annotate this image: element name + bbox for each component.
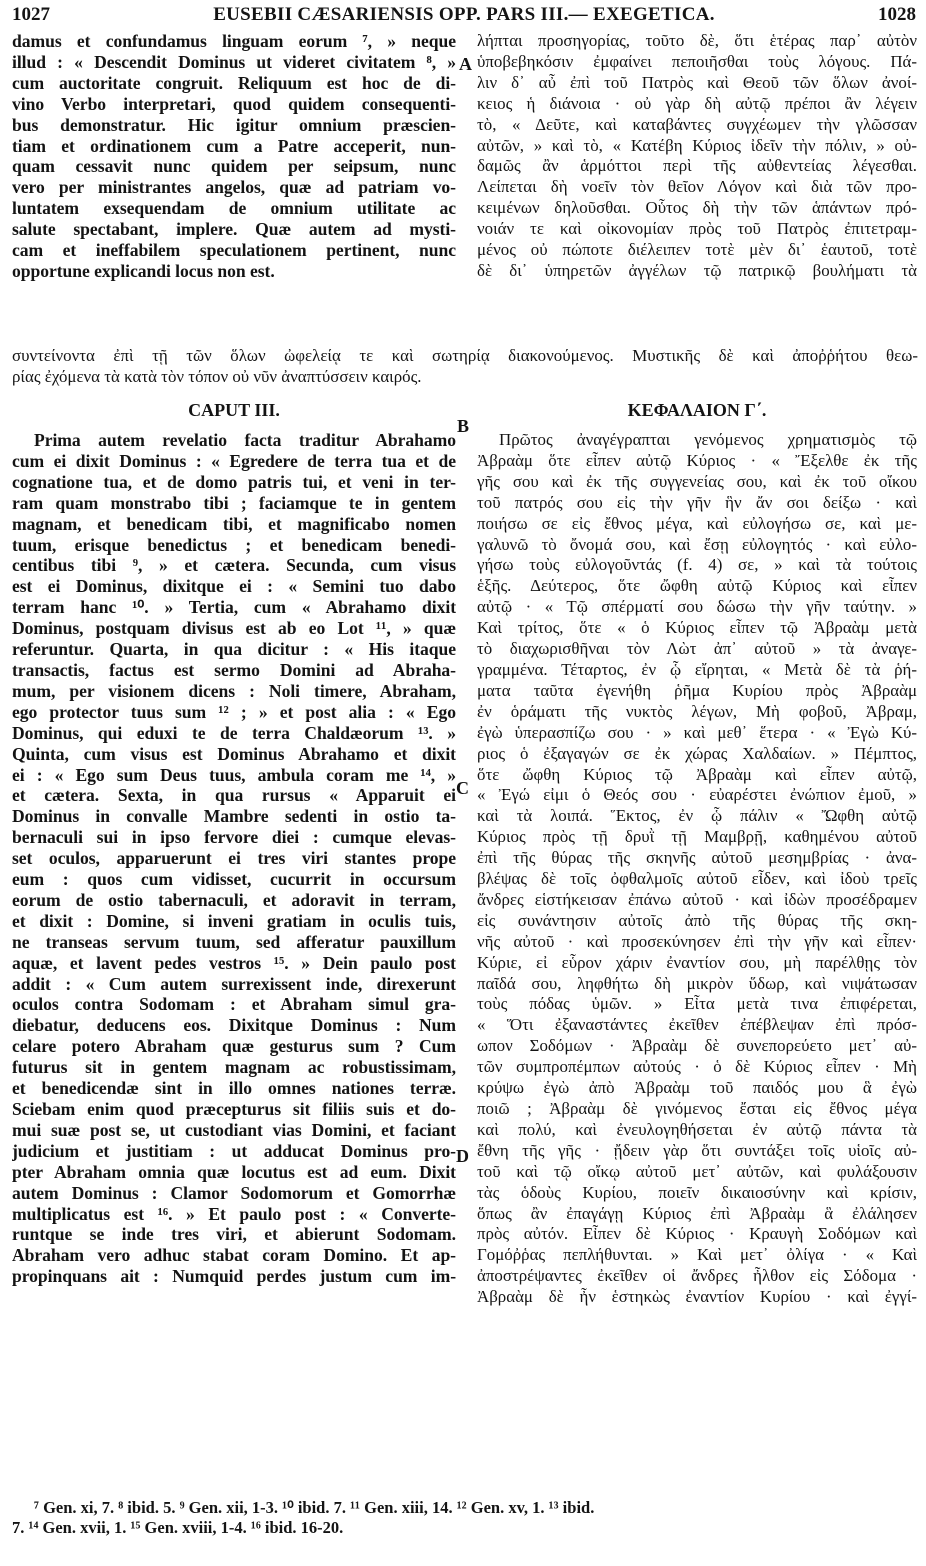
text-line: κειμένων δηλοῦσθαι. Οὗτος δὴ τὴν τῶν ἁπάντων πρό- xyxy=(477,198,917,218)
greek-column-top xyxy=(477,31,917,282)
text-line: salute spectabant, implere. Quæ autem ad mysti- xyxy=(12,219,456,240)
footnotes xyxy=(12,1498,918,1538)
text-line: futurus sit in gentem magnam ac robustissimam, xyxy=(12,1057,456,1078)
text-line: Sciebam enim quod præcepturus sit filiis suis et do- xyxy=(12,1099,456,1119)
text-line: et dixit : Domine, si inveni gratiam in oculis tuis, xyxy=(12,910,456,931)
text-line: cum auctoritate congruit. Reliquum est hoc de di- xyxy=(12,72,456,93)
text-line: τὰς ὁδοὺς Κυρίου, ποιεῖν δικαιοσύνην καὶ κρίσιν, xyxy=(477,1182,917,1202)
text-line: ὅπως ἂν ἐπαγάγῃ Κύριος ἐπὶ Ἀβραὰμ ἃ ἐλάλησεν xyxy=(477,1203,917,1223)
text-line: oculos contra Sodomam : et Abraham simul gra- xyxy=(12,994,456,1015)
text-line: Κύριος πρὸς τῇ δρυῒ τῇ Μαμβρῇ, καθημένου αὐτοῦ xyxy=(477,827,917,847)
text-line: παῖδά σου, ληφθήτω δὴ μικρὸν ὕδωρ, καὶ νιψάτωσαν xyxy=(477,973,917,993)
text-line: « Ὅτι ἐξαναστάντες ἐκεῖθεν ἐπέβλεψαν ἐπὶ πρόσ- xyxy=(477,1015,917,1035)
text-line: est ei Dominus, dixitque ei : « Semini tuo dabo xyxy=(12,576,456,597)
text-line: πρὸς αὐτόν. Εἶπεν δὲ Κύριος · Κραυγὴ Σοδόμων καὶ xyxy=(477,1224,917,1244)
text-line: εἰς συνάντησιν αὐτοῖς ἀπὸ τῆς θύρας τῆς σκη- xyxy=(477,910,917,930)
text-line: ποιῶ ; Ἀβραὰμ δὲ γινόμενος ἔσται εἰς ἔθνος μέγα xyxy=(477,1099,917,1118)
text-line: ματα ταῦτα ἐγενήθη ῥῆμα Κυρίου πρὸς Ἀβραὰμ xyxy=(477,680,917,700)
text-line: centibus tibi ⁹, » et cætera. Secunda, cum visus xyxy=(12,555,456,576)
text-line: addit : « Cum autem surrexissent inde, direxerunt xyxy=(12,973,456,994)
text-line: ρίας ἐχόμενα τὰ κατὰ τὸν τόπον οὐ νῦν ἀναπτύσσειν καιρός. xyxy=(12,367,422,386)
text-line: cognatione tua, et de domo patris tui, et veni in ter- xyxy=(12,471,456,492)
text-line: γήσω τοὺς εὐλογοῦντάς (f. 4) σε, » καὶ τὰ τούτοις xyxy=(477,555,917,575)
text-line: pter Abraham omnia quæ locutus est ad eum. Dixit xyxy=(12,1161,456,1182)
text-line: diebatur, deducens eos. Dixitque Dominus : Num xyxy=(12,1015,456,1036)
text-line: τοὺς πόδας ὑμῶν. » Εἶτα μετὰ τινα ἐπιφέρεται, xyxy=(477,994,917,1014)
text-line: γραμμένα. Τέταρτος, ἐν ᾧ εἴρηται, « Μετὰ δὲ τὰ ῥή- xyxy=(477,659,917,679)
text-line: cum ei dixit Dominus : « Egredere de terra tua et de xyxy=(12,450,456,471)
text-line: ὅτε ὤφθη Κύριος τῷ Ἀβραὰμ καὶ εἶπεν αὐτῷ, xyxy=(477,764,917,784)
left-page-number: 1027 xyxy=(12,4,50,25)
text-line: cam et ineffabilem speculationem pertinent, nunc xyxy=(12,240,456,261)
text-line: νοιάν τε καὶ οἰκονομίαν πρὸς τοῦ Πατρὸς ἐπιτετραμ- xyxy=(477,219,917,239)
section-marker-b: B xyxy=(457,416,470,436)
text-line: ἄνδρες εἱστήκεισαν ἐπάνω αὐτοῦ · καὶ ἰδὼν προσέδραμεν xyxy=(477,889,917,909)
text-line: damus et confundamus linguam eorum ⁷, » neque xyxy=(12,31,456,51)
text-line: Quinta, cum visus est Dominus Abrahamo et dixit xyxy=(12,743,456,764)
text-line: Dominus, postquam divisus est ab eo Lot ¹¹, » quæ xyxy=(12,618,456,639)
text-line: vero per ministrantes angelos, quæ ad patriam vo- xyxy=(12,177,456,198)
text-line: ἑξῆς. Δεύτερος, ὅτε ὤφθη αὐτῷ Κύριος καὶ εἶπεν xyxy=(477,576,917,596)
text-line: « Ἐγώ εἰμι ὁ Θεός σου · εὐαρέστει ἐνώπιον ἐμοῦ, » xyxy=(477,785,917,805)
section-marker-c: C xyxy=(456,778,469,798)
text-line: ριος ὁ ἐξαγαγών σε ἐκ χώρας Χαλδαίων. » Πέμπτος, xyxy=(477,743,917,763)
section-marker-a: A xyxy=(459,54,472,74)
text-line: Abraham vero adhuc stabat coram Domino. Et ap- xyxy=(12,1245,456,1266)
text-line: λιν δ᾽ αὖ ἐπὶ τοῦ Πατρὸς καὶ Θεοῦ τῶν ὅλων ἀνοί- xyxy=(477,72,917,92)
text-line: αὐτῷ · « Τῷ σπέρματί σου δώσω τὴν γῆν ταύτην. » xyxy=(477,597,917,617)
text-line: multiplicatus est ¹⁶. » Et paulo post : « Converte- xyxy=(12,1203,456,1224)
text-line: tuum, erisque benedictus ; et benedicam benedi- xyxy=(12,534,456,555)
text-line: Dominus in convalle Mambre sedenti in ostio ta- xyxy=(12,806,456,827)
text-line: μένος οὐ πώποτε διέλειπεν τοτὲ μὲν δι᾽ ἑαυτοῦ, τοτὲ xyxy=(477,240,917,260)
text-line: ego protector tuus sum ¹² ; » et post alia : « Ego xyxy=(12,701,456,722)
text-line: καὶ τὰ λοιπά. Ἕκτος, ἐν ᾧ πάλιν « Ὤφθη αὐτῷ xyxy=(477,806,917,826)
text-line: vino Verbo interpretari, quod quidem consequenti- xyxy=(12,93,456,114)
text-line: quam cessavit nunc quidem per seipsum, nunc xyxy=(12,156,456,177)
text-line: ἐγὼ ὑπερασπίζω σου · » καὶ μεθ᾽ ἕτερα · « Ἐγὼ Κύ- xyxy=(477,722,917,742)
text-line: ωπον Σοδόμων · Ἀβραὰμ δὲ συνεπορεύετο μετ᾽ αὐ- xyxy=(477,1036,917,1056)
text-line: aquæ, et lavent pedes vestros ¹⁵. » Dein paulo post xyxy=(12,952,456,973)
text-line: opportune explicandi locus non est. xyxy=(12,260,275,281)
text-line: ἀποστρέψαντες ἐκεῖθεν οἱ ἄνδρες ἦλθον εἰς Σόδομα · xyxy=(477,1266,917,1286)
text-line: τὸ διαχωρισθῆναι τὸν Λὼτ ἀπ᾽ αὐτοῦ » τὰ ἀναγε- xyxy=(477,639,917,659)
text-line: et benedicendæ sint in illo omnes nationes terræ. xyxy=(12,1078,456,1099)
text-line: βλέψας δὲ τοῖς ὀφθαλμοῖς αὐτοῦ εἶδεν, καὶ ἰδοὺ τρεῖς xyxy=(477,869,917,889)
text-line: bernaculi sui in ipso fervore diei : cumque elevas- xyxy=(12,827,456,848)
running-title: EUSEBII CÆSARIENSIS OPP. PARS III.— EXEGETICA. xyxy=(213,4,715,25)
section-marker-d: D xyxy=(456,1146,469,1166)
text-line: illud : « Descendit Dominus ut videret civitatem ⁸, » xyxy=(12,51,456,72)
text-line: κρύψω ἐγὼ ἀπὸ Ἀβραὰμ τοῦ παιδός μου ἃ ἐγὼ xyxy=(477,1078,917,1098)
text-line: Καὶ τρίτος, ὅτε « ὁ Κύριος εἶπεν τῷ Ἀβραὰμ μετὰ xyxy=(477,618,917,638)
text-line: γῆς σου καὶ ἐκ τῆς συγγενείας σου, καὶ ἐκ τοῦ οἴκου xyxy=(477,471,917,491)
text-line: ἔθνη τῆς γῆς · ᾔδειν γὰρ ὅτι συντάξει τοῖς υἱοῖς αὐ- xyxy=(477,1140,917,1160)
footnote-line: 7. ¹⁴ Gen. xvii, 1. ¹⁵ Gen. xviii, 1-4. ¹⁶ ibid. 16-20. xyxy=(12,1518,344,1537)
text-line: transactis, factus est sermo Domini ad Abraha- xyxy=(12,659,456,680)
greek-full-width-continuation xyxy=(12,345,918,387)
text-line: τοῦ καὶ τῷ οἴκῳ αὐτοῦ μετ᾽ αὐτῶν, καὶ φυλάξουσιν xyxy=(477,1161,917,1181)
text-line: Ἀβραὰμ ὅτε εἶπεν αὐτῷ Κύριος · « Ἔξελθε ἐκ τῆς xyxy=(477,450,917,470)
text-line: eum : quos cum vidisset, cucurrit in occursum xyxy=(12,869,456,890)
text-line: judicium et justitiam : ut adducat Dominus pro- xyxy=(12,1140,456,1161)
caput-heading-greek: ΚΕΦΑΛΑΙΟΝ Γ΄. xyxy=(627,400,767,420)
text-line: δαμῶς ἂν ἁρμόττοι περὶ τῆς αὐθεντείας λέγεσθαι. xyxy=(477,156,917,176)
text-line: eorum de ostio tabernaculi, et adoravit in terram, xyxy=(12,889,456,910)
text-line: ram quam monstrabo tibi ; faciamque te in gentem xyxy=(12,492,456,513)
text-line: propinquans ait : Numquid perdes justum cum im- xyxy=(12,1266,456,1287)
running-header xyxy=(12,2,916,28)
text-line: et cætera. Sexta, in qua rursus « Apparuit ei xyxy=(12,785,456,806)
text-line: νῆς αὐτοῦ · καὶ προσεκύνησεν ἐπὶ τὴν γῆν καὶ εἶπεν· xyxy=(477,931,917,951)
text-line: mui suæ post se, ut custodiant vias Domini, et faciant xyxy=(12,1119,456,1140)
text-line: τὸ, « Δεῦτε, καὶ καταβάντες συγχέωμεν τὴν γλῶσσαν xyxy=(477,114,917,134)
text-line: bus demonstratur. Hic igitur omnium præscien- xyxy=(12,114,456,135)
text-line: Dominus, qui eduxi te de terra Chaldæorum ¹³. » xyxy=(12,722,456,743)
text-line: Λείπεται δὴ νοεῖν τὸν θεῖον Λόγον καὶ διὰ τῶν προ- xyxy=(477,177,917,197)
text-line: ἐν ὁράματι τῆς νυκτὸς λέγων, Μὴ φοβοῦ, Ἀβραμ, xyxy=(477,701,917,721)
text-line: luntatem exsequendam de omnium utilitate ac xyxy=(12,198,456,219)
text-line: ne transeas servum tuum, sed afferatur pauxillum xyxy=(12,931,456,952)
caput-heading-latin: CAPUT III. xyxy=(188,400,280,420)
text-line: κειος ἡ διάνοια · οὐ γὰρ δὴ αὐτῷ πρέποι ἂν λέγειν xyxy=(477,93,917,113)
text-line: Γομόῤῥας πεπλήθυνται. » Καὶ μετ᾽ ὀλίγα · « Καὶ xyxy=(477,1245,917,1265)
text-line: magnam, et benedicam tibi, et magnificabo nomen xyxy=(12,513,456,534)
text-line: γαλυνῶ τὸ ὄνομά σου, καὶ ἔσῃ εὐλογητός · καὶ εὐλο- xyxy=(477,534,917,554)
text-line: τοῦ πατρός σου εἰς τὴν γῆν ἣν ἄν σοι δείξω · καὶ xyxy=(477,492,917,512)
right-page-number: 1028 xyxy=(878,4,916,25)
text-line: Κύριε, εἰ εὗρον χάριν ἐναντίον σου, μὴ παρέλθῃς τὸν xyxy=(477,952,917,972)
text-line: συντείνοντα ἐπὶ τῇ τῶν ὅλων ὠφελείᾳ τε καὶ σωτηρίᾳ διακονούμενος. Μυστικῆς δὲ καὶ ἀποῤῥήτου θεω- xyxy=(12,346,918,365)
text-line: tiam et ordinationem cum a Patre acceperit, nun- xyxy=(12,135,456,156)
text-line: referuntur. Quarta, in qua dicitur : « His itaque xyxy=(12,639,456,660)
text-line: autem Dominus : Clamor Sodomorum et Gomorrhæ xyxy=(12,1182,456,1203)
greek-column-caput xyxy=(477,430,917,1308)
footnote-line: ⁷ Gen. xi, 7. ⁸ ibid. 5. ⁹ Gen. xii, 1-3. ¹⁰ ibid. 7. ¹¹ Gen. xiii, 14. ¹² Gen. xv, 1. ¹³ ibid. xyxy=(34,1498,595,1517)
text-line: Ἀβραὰμ δὲ ἦν ἑστηκὼς ἐναντίον Κυρίου · καὶ ἐγγί- xyxy=(477,1287,917,1307)
text-line: τῶν συμπροπέμπων αὐτούς · ὁ δὲ Κύριος εἶπεν · Μὴ xyxy=(477,1057,917,1077)
text-line: runtque se inde tres viri, et abierunt Sodomam. xyxy=(12,1224,456,1245)
text-line: ei : « Ego sum Deus tuus, ambula coram me ¹⁴, » xyxy=(12,764,456,785)
text-line: ποιήσω σε εἰς ἔθνος μέγα, καὶ εὐλογήσω σε, καὶ με- xyxy=(477,513,917,533)
text-line: λήπται προσηγορίας, τοῦτο δὲ, ὅτι ἑτέρας παρ᾽ αὐτὸν xyxy=(477,31,917,50)
text-line: terram hanc ¹⁰. » Tertia, cum « Abrahamo dixit xyxy=(12,597,456,618)
text-line: καὶ πολύ, καὶ ἐνευλογηθήσεται ἐν αὐτῷ πάντα τὰ xyxy=(477,1119,917,1139)
text-line: αὐτῶν, » καὶ τὸ, « Κατέβη Κύριος ἰδεῖν τὴν πόλιν, » οὐ- xyxy=(477,135,917,155)
text-line: mum, per visionem dicens : Noli timere, Abraham, xyxy=(12,680,456,701)
latin-column-top xyxy=(12,31,456,282)
text-line: Prima autem revelatio facta traditur Abrahamo xyxy=(34,430,456,450)
text-line: δὲ δι᾽ ὑπηρετῶν ἀγγέλων τῷ πατρικῷ βουλήματι τὰ xyxy=(477,260,917,280)
text-line: Πρῶτος ἀναγέγραπται γενόμενος χρηματισμὸς τῷ xyxy=(499,430,917,449)
latin-column-caput xyxy=(12,430,456,1287)
text-line: celare potero Abraham quæ gesturus sum ? Cum xyxy=(12,1036,456,1057)
text-line: ἐπὶ τῆς θύρας τῆς σκηνῆς αὐτοῦ μεσημβρίας · ἀνα- xyxy=(477,848,917,868)
text-line: set oculos, apparuerunt ei tres viri stantes prope xyxy=(12,848,456,869)
text-line: ὑποβεβηκόσιν ἐμφαίνει πεποιῆσθαι τοὺς λόγους. Πά- xyxy=(477,51,917,71)
